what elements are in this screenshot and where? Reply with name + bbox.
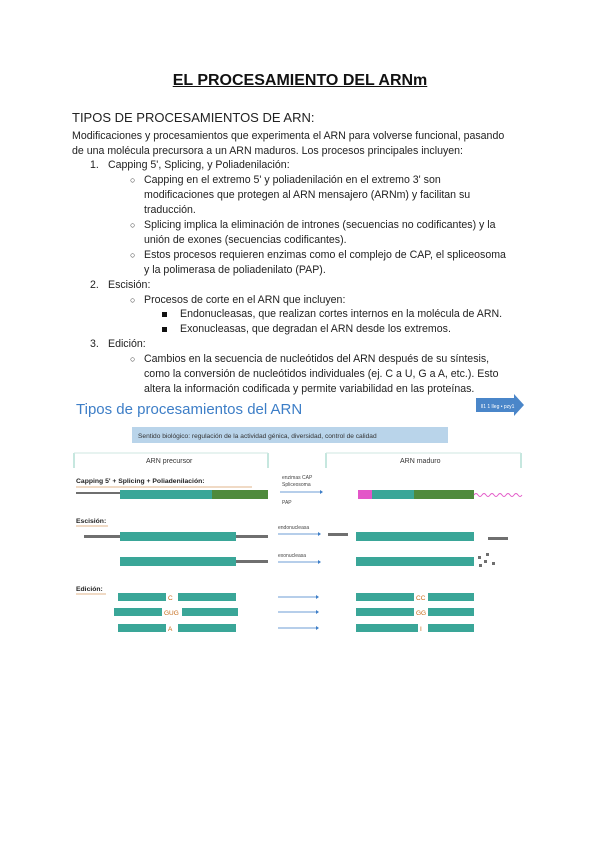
col-right-label: ARN maduro [400,458,441,465]
polya-tail [474,494,522,497]
section-heading: TIPOS DE PROCESAMIENTOS DE ARN: [72,110,315,125]
exo-pre-gray [236,560,268,563]
bullet-text: Cambios en la secuencia de nucleótidos del ARN después de su síntesis, [144,353,490,365]
post-exon-teal [372,490,414,499]
list-number: 2. [90,279,99,291]
endo-post-teal [356,532,474,541]
pre-exon-green [212,490,268,499]
list-item-label: Capping 5', Splicing, y Poliadenilación: [108,159,290,171]
endo-pre-gray-left [84,535,120,538]
bullet-text: Procesos de corte en el ARN que incluyen: [144,294,346,306]
endo-post-gray-right [488,537,508,540]
list-number: 3. [90,338,99,350]
processing-figure [0,392,600,652]
endo-pre-gray-right [236,535,268,538]
list-number: 1. [90,159,99,171]
banner-text: Sentido biológico: regulación de la actividad génica, diversidad, control de calidad [138,433,377,440]
bullet-text: como la conversión de nucleótidos individuales (ej. C a U, G a A, etc.). Esto [144,368,499,380]
exo-post-teal [356,557,474,566]
edit-pre-1: C [168,595,173,602]
edit-pre-2: GUG [164,610,179,617]
endo-post-gray [328,533,348,536]
column-header-right [326,453,521,468]
enzyme-spliceosome: Spliceosoma [282,482,311,488]
exonuclease-label: exonucleasa [278,553,307,559]
edit-row-3 [118,624,474,633]
bullet-text: Capping en el extremo 5' y poliadenilación en el extremo 3' son [144,174,441,186]
exo-pre-teal [120,557,236,566]
post-cap-pink [358,490,372,499]
subbullet-text: Exonucleasas, que degradan el ARN desde los extremos. [180,323,451,335]
bullet-text: altera la información codificada y permite variabilidad en las proteínas. [144,383,475,395]
bullet-text: Estos procesos requieren enzimas como el complejo de CAP, el spliceosoma [144,249,506,261]
subbullet-text: Endonucleasas, que realizan cortes internos en la molécula de ARN. [180,308,503,320]
arrow-badge [476,394,524,416]
edit-row-2 [114,608,474,617]
arrow-badge-text: ll1 1 lleg • pzy1 [481,404,515,410]
degraded-nucleotides [478,553,495,567]
column-header-left [74,453,268,468]
endonuclease-label: endonucleasa [278,525,310,531]
bullet-text: unión de exones (secuencias codificantes). [144,234,347,246]
edit-row-1 [118,593,474,602]
figure-title: Tipos de procesamientos del ARN [76,401,303,418]
edit-post-2: GG [416,610,427,617]
intro-line-2: de una molécula precursora a un ARN maduros. Los procesos principales incluyen: [72,145,464,157]
post-exon-green [414,490,474,499]
pre-exon-teal [120,490,212,499]
edit-post-3: I [420,626,422,633]
page-title: EL PROCESAMIENTO DEL ARNm [172,72,428,89]
list-item-label: Escisión: [108,279,151,291]
enzyme-pap: PAP [282,500,292,506]
intro-paragraph [72,129,532,159]
list-item-label: Edición: [108,338,146,350]
edit-pre-3: A [168,626,173,633]
intro-line-1: Modificaciones y procesamientos que experimenta el ARN para volverse funcional, pasando [72,130,505,142]
bullet-text: traducción. [144,204,196,216]
square-bullet [162,312,167,317]
bullet-text: modificaciones que protegen al ARN mensajero (ARNm) y facilitan su [144,189,471,201]
bullet-text: Splicing implica la eliminación de intrones (secuencias no codificantes) y la [144,219,496,231]
pre-gray-segment [76,492,120,494]
col-left-label: ARN precursor [146,458,193,465]
capping-label: Capping 5' + Splicing + Poliadenilación: [76,478,205,485]
escision-label: Escisión: [76,518,107,525]
edit-post-1: CC [416,595,426,602]
enzyme-cap: enzimas CAP [282,475,313,481]
endo-pre-teal [120,532,236,541]
square-bullet [162,327,167,332]
edicion-label: Edición: [76,586,103,593]
bullet-text: y la polimerasa de poliadenilato (PAP). [144,264,326,276]
